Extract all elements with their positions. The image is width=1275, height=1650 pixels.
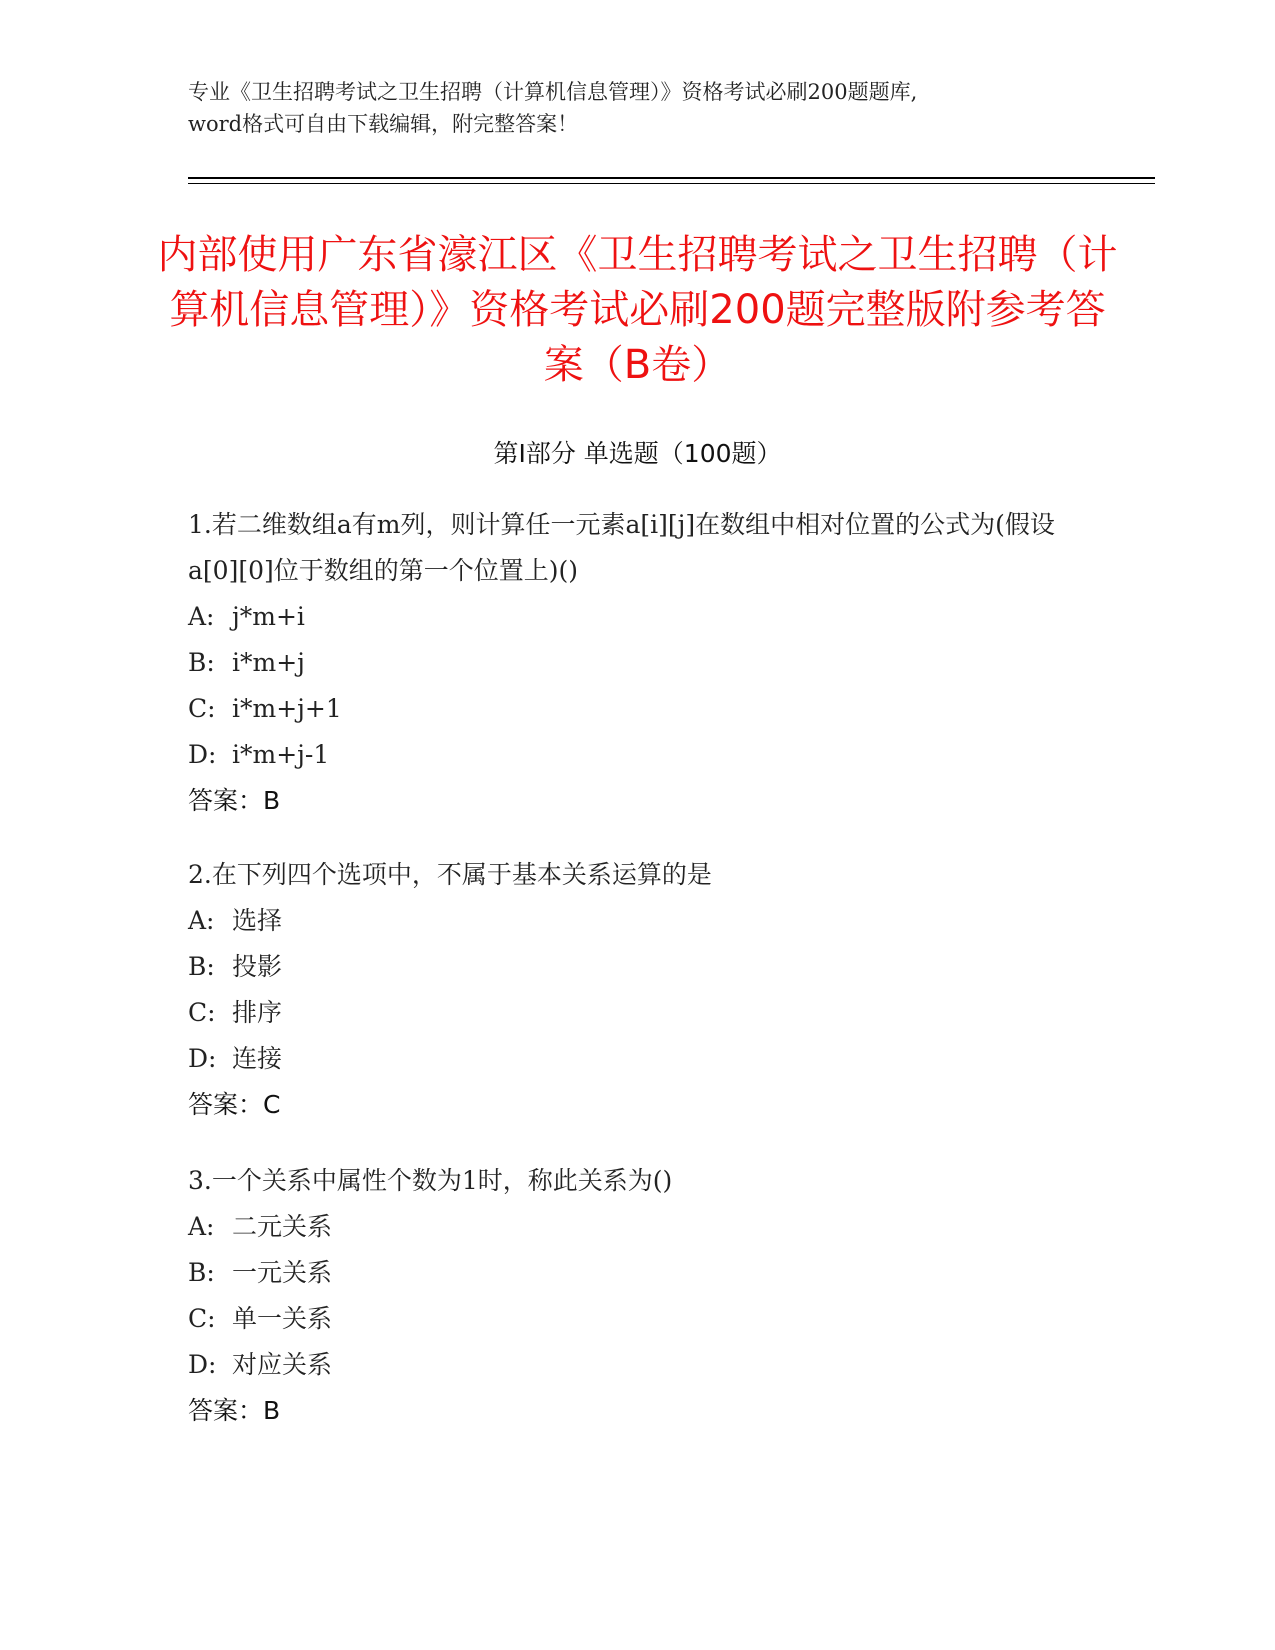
option-d bbox=[188, 1342, 1088, 1388]
option-text: 连接 bbox=[232, 1044, 283, 1073]
header-note-line-2: word格式可自由下载编辑，附完整答案！ bbox=[188, 112, 579, 136]
option-b bbox=[188, 1250, 1088, 1296]
option-b bbox=[188, 640, 1088, 686]
option-c bbox=[188, 1296, 1088, 1342]
option-text: 一元关系 bbox=[232, 1258, 333, 1287]
option-b bbox=[188, 944, 1088, 990]
option-a bbox=[188, 898, 1088, 944]
header-note-line-1: 专业《卫生招聘考试之卫生招聘（计算机信息管理）》资格考试必刷200题题库, bbox=[188, 80, 918, 104]
header-note bbox=[188, 76, 1088, 140]
option-text: 排序 bbox=[232, 998, 283, 1027]
document-title: 内部使用广东省濠江区《卫生招聘考试之卫生招聘（计算机信息管理）》资格考试必刷200题完整版附参考答案（B卷） bbox=[157, 232, 1118, 388]
option-key: D: bbox=[188, 1350, 217, 1379]
option-d bbox=[188, 1036, 1088, 1082]
option-key: A: bbox=[188, 906, 215, 935]
option-key: C: bbox=[188, 1304, 216, 1333]
option-c bbox=[188, 686, 1088, 732]
question-stem: 3.一个关系中属性个数为1时，称此关系为() bbox=[188, 1166, 673, 1195]
option-text: 选择 bbox=[232, 906, 283, 935]
option-text: 对应关系 bbox=[232, 1350, 333, 1379]
option-a bbox=[188, 1204, 1088, 1250]
option-text: i*m+j-1 bbox=[232, 740, 330, 769]
option-text: 二元关系 bbox=[232, 1212, 333, 1241]
section-heading: 第Ⅰ部分 单选题（100题） bbox=[493, 439, 782, 468]
question-1 bbox=[188, 502, 1088, 824]
option-key: B: bbox=[188, 1258, 215, 1287]
option-text: i*m+j+1 bbox=[232, 694, 342, 723]
question-2 bbox=[188, 852, 1088, 1128]
option-key: B: bbox=[188, 648, 215, 677]
option-text: 单一关系 bbox=[232, 1304, 333, 1333]
option-key: C: bbox=[188, 694, 216, 723]
option-a bbox=[188, 594, 1088, 640]
header-rule-thin bbox=[188, 183, 1155, 184]
option-text: j*m+i bbox=[232, 602, 305, 631]
option-key: A: bbox=[188, 602, 215, 631]
option-text: 投影 bbox=[232, 952, 283, 981]
option-key: C: bbox=[188, 998, 216, 1027]
answer: 答案：C bbox=[188, 1090, 281, 1119]
answer: 答案：B bbox=[188, 1396, 281, 1425]
header-rule-thick bbox=[188, 177, 1155, 179]
question-stem: 1.若二维数组a有m列，则计算任一元素a[i][j]在数组中相对位置的公式为(假设a[0][0]位于数组的第一个位置上)() bbox=[188, 510, 1055, 585]
question-stem: 2.在下列四个选项中，不属于基本关系运算的是 bbox=[188, 860, 712, 889]
option-text: i*m+j bbox=[232, 648, 305, 677]
answer: 答案：B bbox=[188, 786, 281, 815]
option-key: B: bbox=[188, 952, 215, 981]
option-c bbox=[188, 990, 1088, 1036]
option-key: A: bbox=[188, 1212, 215, 1241]
option-key: D: bbox=[188, 1044, 217, 1073]
option-key: D: bbox=[188, 740, 217, 769]
question-3 bbox=[188, 1158, 1088, 1434]
option-d bbox=[188, 732, 1088, 778]
